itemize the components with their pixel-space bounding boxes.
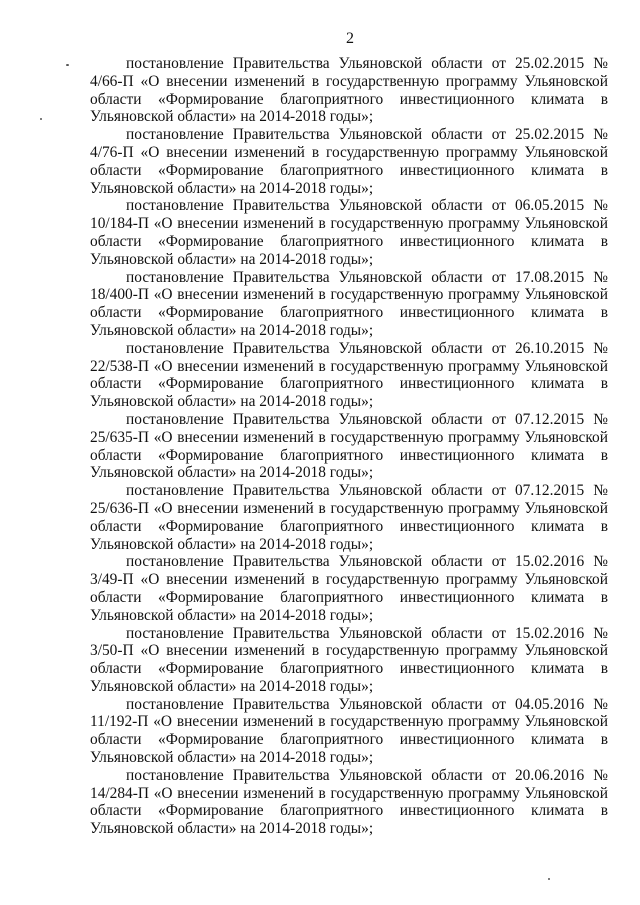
scan-speck — [66, 64, 69, 66]
document-paragraph: постановление Правительства Ульяновской области от 15.02.2016 № 3/49-П «О внесении изменений в государственную программу Ульяновской области «Формирование благоприятного инвестиционного климата в Ульяновской области» на 2014-2018 годы»; — [90, 553, 608, 624]
page-number: 2 — [346, 30, 354, 47]
document-body — [90, 55, 608, 838]
scan-speck — [40, 118, 42, 120]
document-paragraph: постановление Правительства Ульяновской области от 17.08.2015 № 18/400-П «О внесении изменений в государственную программу Ульяновской области «Формирование благоприятного инвестиционного климата в Ульяновской области» на 2014-2018 годы»; — [90, 268, 608, 339]
document-paragraph: постановление Правительства Ульяновской области от 26.10.2015 № 22/538-П «О внесении изменений в государственную программу Ульяновской области «Формирование благоприятного инвестиционного климата в Ульяновской области» на 2014-2018 годы»; — [90, 339, 608, 411]
scan-speck — [548, 878, 550, 880]
document-paragraph: постановление Правительства Ульяновской области от 20.06.2016 № 14/284-П «О внесении изменений в государственную программу Ульяновской области «Формирование благоприятного инвестиционного климата в Ульяновской области» на 2014-2018 годы»; — [90, 766, 608, 838]
document-paragraph: постановление Правительства Ульяновской области от 07.12.2015 № 25/635-П «О внесении изменений в государственную программу Ульяновской области «Формирование благоприятного инвестиционного климата в Ульяновской области» на 2014-2018 годы»; — [90, 410, 608, 482]
document-paragraph: постановление Правительства Ульяновской области от 25.02.2015 № 4/76-П «О внесении изменений в государственную программу Ульяновской области «Формирование благоприятного инвестиционного климата в Ульяновской области» на 2014-2018 годы»; — [90, 126, 608, 197]
document-paragraph: постановление Правительства Ульяновской области от 06.05.2015 № 10/184-П «О внесении изменений в государственную программу Ульяновской области «Формирование благоприятного инвестиционного климата в Ульяновской области» на 2014-2018 годы»; — [90, 197, 608, 268]
document-paragraph: постановление Правительства Ульяновской области от 25.02.2015 № 4/66-П «О внесении изменений в государственную программу Ульяновской области «Формирование благоприятного инвестиционного климата в Ульяновской области» на 2014-2018 годы»; — [90, 55, 608, 126]
document-paragraph: постановление Правительства Ульяновской области от 15.02.2016 № 3/50-П «О внесении изменений в государственную программу Ульяновской области «Формирование благоприятного инвестиционного климата в Ульяновской области» на 2014-2018 годы»; — [90, 624, 608, 695]
document-paragraph: постановление Правительства Ульяновской области от 04.05.2016 № 11/192-П «О внесении изменений в государственную программу Ульяновской области «Формирование благоприятного инвестиционного климата в Ульяновской области» на 2014-2018 годы»; — [90, 695, 608, 767]
document-paragraph: постановление Правительства Ульяновской области от 07.12.2015 № 25/636-П «О внесении изменений в государственную программу Ульяновской области «Формирование благоприятного инвестиционного климата в Ульяновской области» на 2014-2018 годы»; — [90, 482, 608, 553]
